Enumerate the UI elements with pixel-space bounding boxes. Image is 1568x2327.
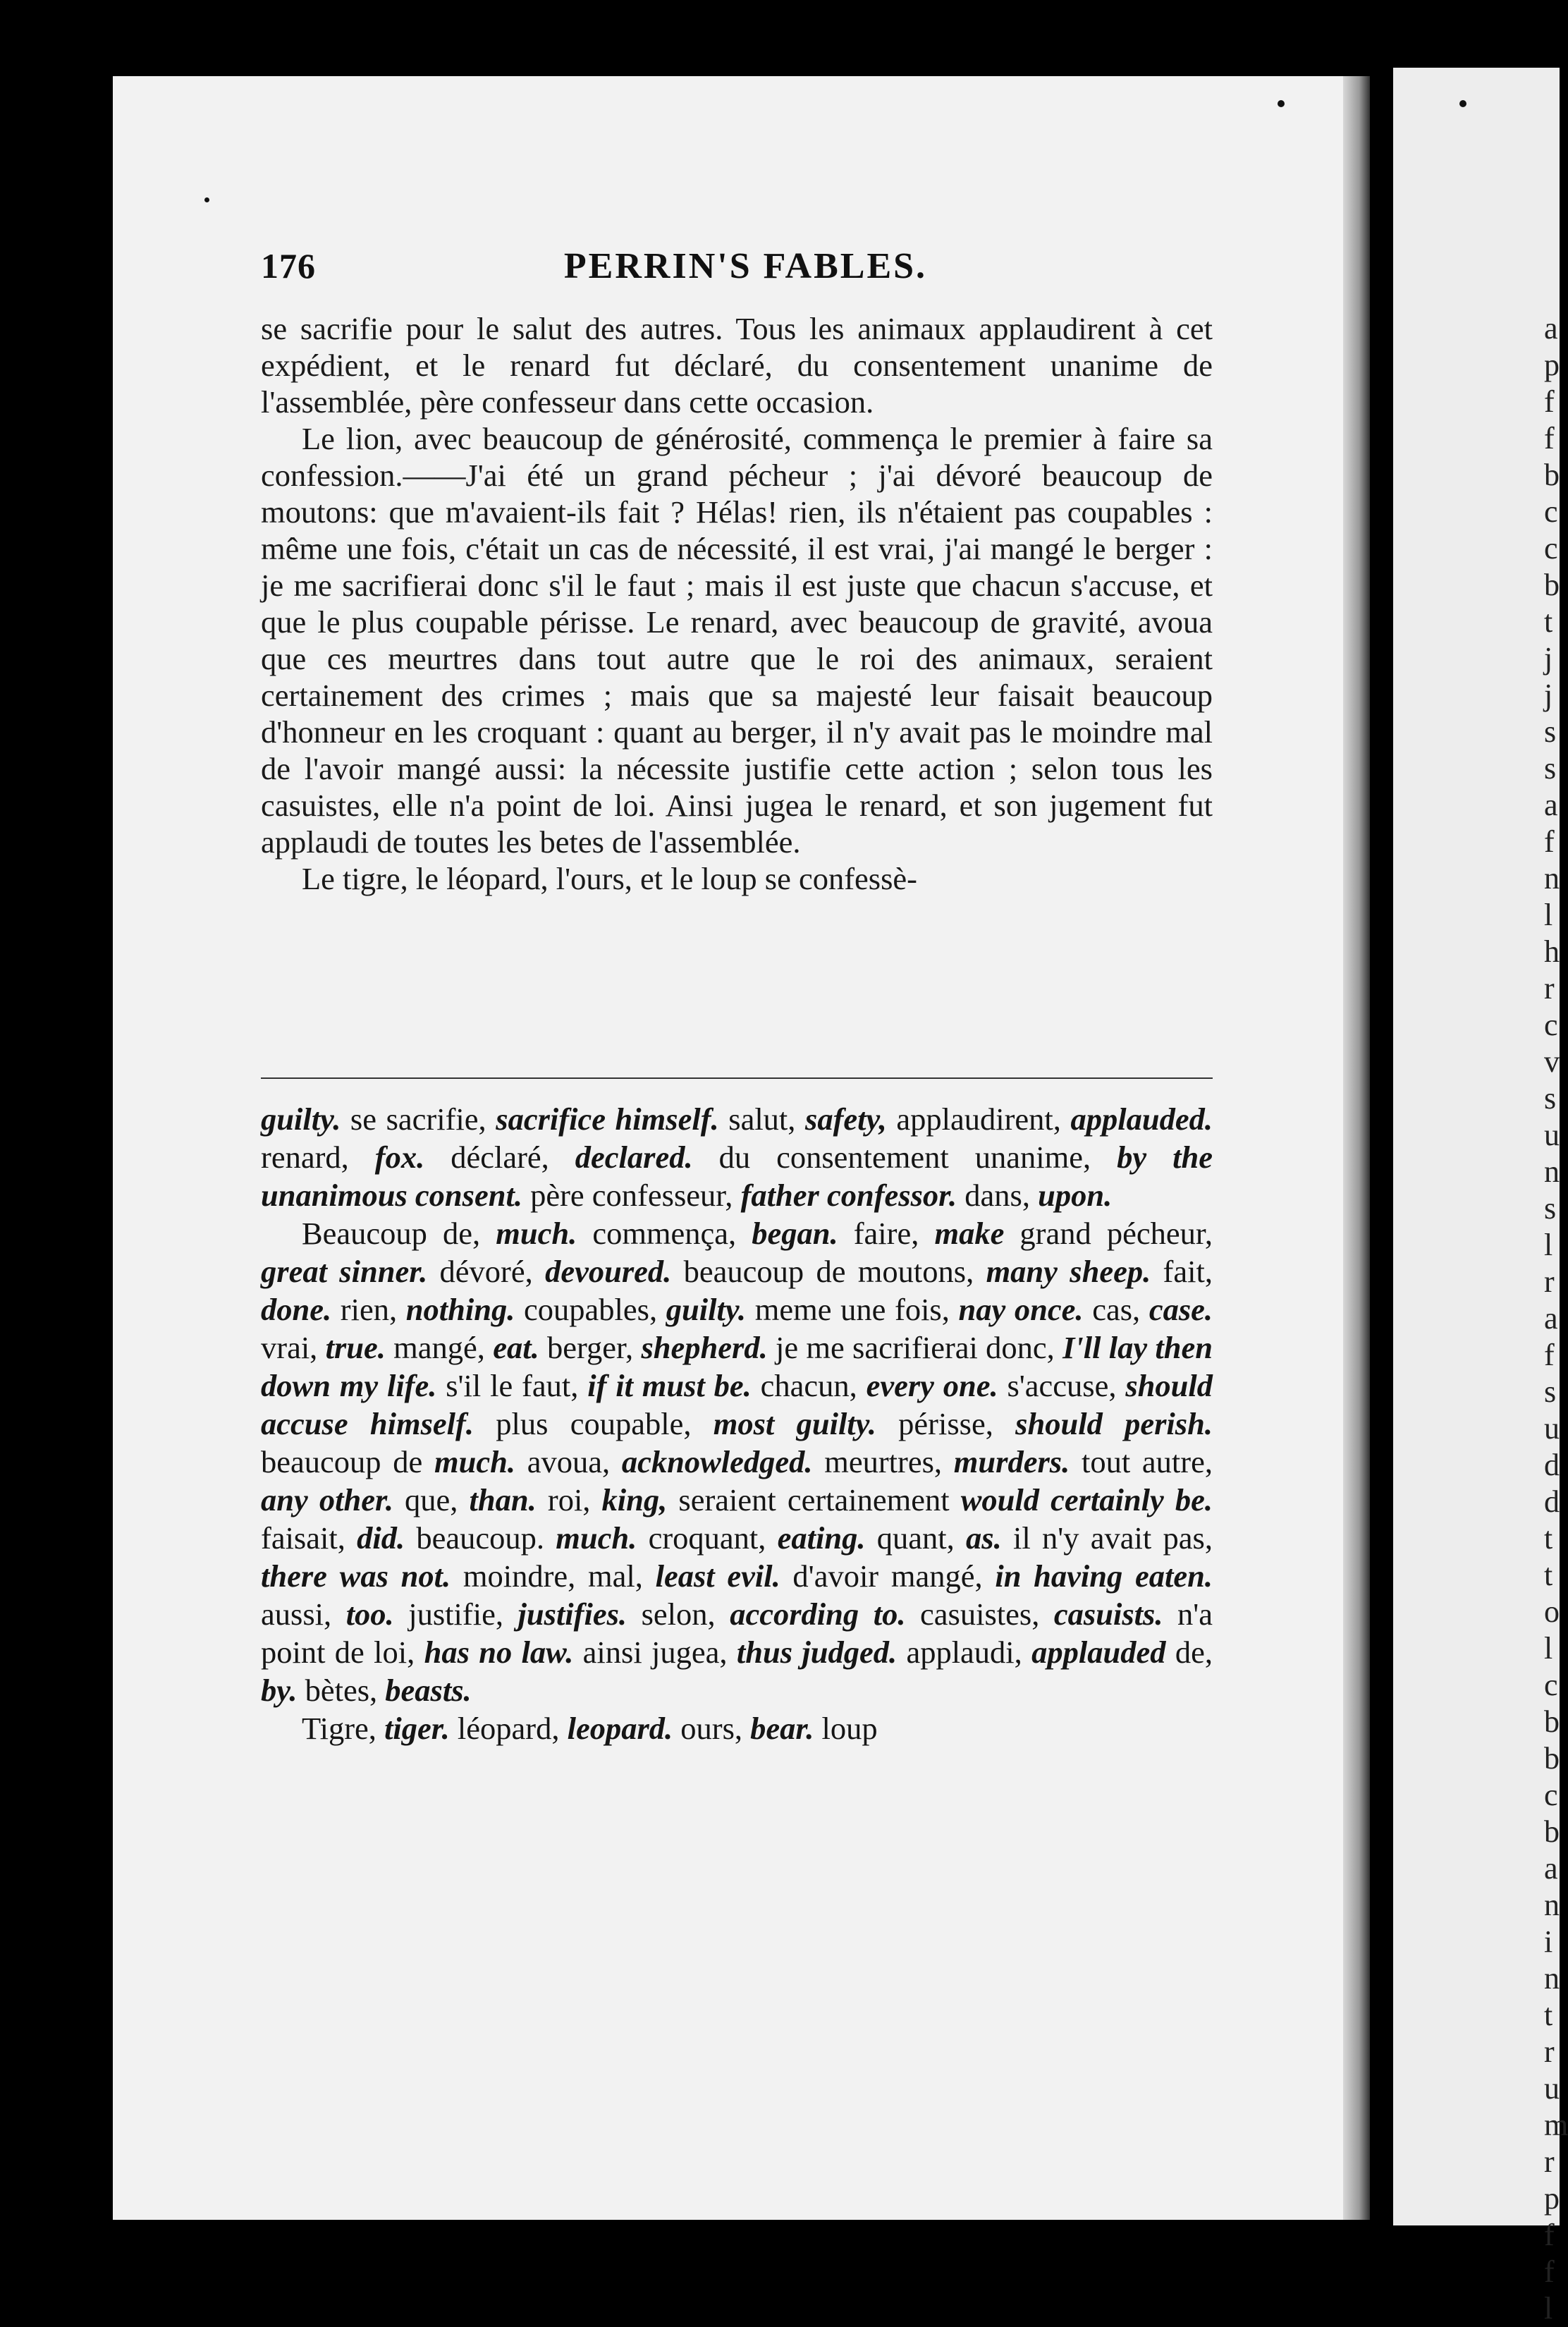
french-term: beaucoup. bbox=[405, 1520, 556, 1556]
english-gloss: acknowledged. bbox=[621, 1444, 813, 1479]
vocabulary-notes bbox=[261, 1100, 1213, 1747]
french-term: Beaucoup de, bbox=[302, 1216, 496, 1251]
english-gloss: than. bbox=[469, 1482, 537, 1517]
edge-letter: n bbox=[1544, 1961, 1560, 1996]
french-term: justifie, bbox=[393, 1596, 518, 1632]
edge-letter: p bbox=[1544, 2181, 1560, 2216]
french-term: de, bbox=[1165, 1635, 1213, 1670]
english-gloss: did. bbox=[357, 1520, 405, 1556]
edge-letter: n bbox=[1544, 861, 1560, 896]
english-gloss: there was not. bbox=[261, 1558, 451, 1594]
french-term: selon, bbox=[627, 1596, 730, 1632]
edge-letter: u bbox=[1544, 1411, 1560, 1446]
french-term: léopard, bbox=[449, 1711, 568, 1746]
edge-letter: l bbox=[1544, 898, 1553, 932]
english-gloss: murders. bbox=[953, 1444, 1070, 1479]
french-term: commença, bbox=[577, 1216, 752, 1251]
french-term: renard, bbox=[261, 1140, 375, 1175]
edge-letter: j bbox=[1544, 641, 1553, 676]
english-gloss: justifies. bbox=[517, 1596, 627, 1632]
edge-letter: u bbox=[1544, 2071, 1560, 2106]
english-gloss: shepherd. bbox=[641, 1330, 768, 1365]
french-term: cas, bbox=[1083, 1292, 1149, 1327]
edge-letter: m bbox=[1544, 2108, 1568, 2142]
paragraph: Le lion, avec beaucoup de générosité, commença le premier à faire sa confession.——J'ai été un grand pécheur ; j'ai dévoré beaucoup de moutons: que m'avaient-ils fait ? Hélas! rien, ils n'étaient pas coupables : même une fois, c'était un cas de nécessité, il est vrai, j'ai mangé le berger : je me sacrifierai donc s'il le faut ; mais il est juste que chacun s'accuse, et que le plus coupable périsse. Le renard, avec beaucoup de gravité, avoua que ces meurtres dans tout autre que le roi des animaux, seraient certainement des crimes ; mais que sa majesté leur faisait beaucoup d'honneur en les croquant : quant au berger, il n'y avait pas le moindre mal de l'avoir mangé aussi: la nécessite justifie cette action ; selon tous les casuistes, elle n'a point de loi. Ainsi jugea le renard, et son jugement fut applaudi de toutes les betes de l'assemblée. bbox=[261, 421, 1213, 860]
running-head bbox=[261, 245, 1230, 296]
edge-letter: c bbox=[1544, 1008, 1558, 1042]
edge-letter: s bbox=[1544, 1081, 1557, 1116]
speck-mark bbox=[1459, 100, 1466, 107]
french-term: meme une fois, bbox=[746, 1292, 959, 1327]
english-gloss: king, bbox=[601, 1482, 668, 1517]
edge-letter: a bbox=[1544, 1851, 1558, 1886]
english-gloss: every one. bbox=[866, 1368, 998, 1403]
edge-letter: u bbox=[1544, 1118, 1560, 1152]
french-term: Tigre, bbox=[302, 1711, 385, 1746]
french-term: n'a point de loi, bbox=[261, 1596, 1213, 1670]
english-gloss: thus judged. bbox=[736, 1635, 898, 1670]
french-term: se sacrifie, bbox=[341, 1101, 496, 1137]
french-term: seraient certainement bbox=[667, 1482, 961, 1517]
english-gloss: in having eaten. bbox=[995, 1558, 1213, 1594]
edge-letter: f bbox=[1544, 1338, 1555, 1372]
edge-letter: s bbox=[1544, 1191, 1557, 1226]
edge-letter: c bbox=[1544, 494, 1558, 529]
english-gloss: I'll lay then down my life. bbox=[261, 1330, 1213, 1403]
edge-letter: v bbox=[1544, 1044, 1560, 1079]
english-gloss: case. bbox=[1149, 1292, 1213, 1327]
english-gloss: beasts. bbox=[385, 1673, 472, 1708]
french-term: applaudi, bbox=[897, 1635, 1032, 1670]
edge-letter: d bbox=[1544, 1448, 1560, 1482]
english-gloss: much. bbox=[496, 1216, 577, 1251]
english-gloss: casuists. bbox=[1053, 1596, 1163, 1632]
edge-letter: s bbox=[1544, 1374, 1557, 1409]
english-gloss: least evil. bbox=[655, 1558, 780, 1594]
edge-letter: b bbox=[1544, 1704, 1560, 1739]
english-gloss: bear. bbox=[750, 1711, 814, 1746]
french-term: loup bbox=[814, 1711, 878, 1746]
note-paragraph bbox=[261, 1100, 1213, 1214]
edge-letter: c bbox=[1544, 1668, 1558, 1702]
french-term: coupables, bbox=[515, 1292, 666, 1327]
french-term: salut, bbox=[718, 1101, 806, 1137]
french-term: vrai, bbox=[261, 1330, 326, 1365]
edge-letter: b bbox=[1544, 568, 1560, 602]
edge-letter: a bbox=[1544, 311, 1558, 346]
edge-letter: f bbox=[1544, 384, 1555, 419]
french-term: père confesseur, bbox=[522, 1178, 741, 1213]
page-title: PERRIN'S FABLES. bbox=[563, 246, 928, 286]
english-gloss: true. bbox=[325, 1330, 386, 1365]
french-term: berger, bbox=[539, 1330, 642, 1365]
edge-letter: t bbox=[1544, 604, 1553, 639]
english-gloss: applauded bbox=[1031, 1635, 1166, 1670]
english-gloss: done. bbox=[261, 1292, 332, 1327]
speck-mark bbox=[1278, 100, 1285, 107]
english-gloss: make bbox=[934, 1216, 1005, 1251]
english-gloss: much. bbox=[556, 1520, 637, 1556]
english-gloss: would certainly be. bbox=[960, 1482, 1213, 1517]
page-gutter-shadow bbox=[1343, 76, 1370, 2220]
edge-letter: f bbox=[1544, 2254, 1555, 2289]
english-gloss: nay once. bbox=[958, 1292, 1084, 1327]
english-gloss: by. bbox=[261, 1673, 298, 1708]
french-term: beaucoup de bbox=[261, 1444, 434, 1479]
edge-letter: b bbox=[1544, 1741, 1560, 1776]
edge-letter: r bbox=[1544, 2034, 1555, 2069]
french-term: ours, bbox=[673, 1711, 751, 1746]
paragraph: Le tigre, le léopard, l'ours, et le loup se confessè- bbox=[302, 861, 917, 896]
english-gloss: should perish. bbox=[1015, 1406, 1213, 1441]
french-term: avoua, bbox=[515, 1444, 622, 1479]
english-gloss: declared. bbox=[575, 1140, 693, 1175]
edge-letter: r bbox=[1544, 971, 1555, 1006]
french-term: du consentement unanime, bbox=[692, 1140, 1117, 1175]
page-number: 176 bbox=[261, 246, 316, 286]
english-gloss: great sinner. bbox=[261, 1254, 428, 1289]
french-term: ainsi jugea, bbox=[573, 1635, 737, 1670]
edge-letter: n bbox=[1544, 1154, 1560, 1189]
edge-letter: r bbox=[1544, 1264, 1555, 1299]
french-term: beaucoup de moutons, bbox=[671, 1254, 986, 1289]
english-gloss: if it must be. bbox=[587, 1368, 752, 1403]
french-term: dans, bbox=[957, 1178, 1039, 1213]
english-gloss: much. bbox=[434, 1444, 515, 1479]
english-gloss: eating. bbox=[777, 1520, 866, 1556]
edge-letter: b bbox=[1544, 1814, 1560, 1849]
english-gloss: has no law. bbox=[424, 1635, 574, 1670]
english-gloss: upon. bbox=[1038, 1178, 1113, 1213]
english-gloss: guilty. bbox=[261, 1101, 341, 1137]
edge-letter: t bbox=[1544, 1558, 1553, 1592]
french-term: roi, bbox=[536, 1482, 602, 1517]
edge-letter: c bbox=[1544, 1778, 1558, 1812]
edge-letter: r bbox=[1544, 2144, 1555, 2179]
french-term: d'avoir mangé, bbox=[780, 1558, 996, 1594]
french-term: périsse, bbox=[876, 1406, 1016, 1441]
english-gloss: according to. bbox=[730, 1596, 906, 1632]
english-gloss: devoured. bbox=[545, 1254, 672, 1289]
french-term: applaudirent, bbox=[886, 1101, 1071, 1137]
edge-letter: t bbox=[1544, 1521, 1553, 1556]
edge-letter: a bbox=[1544, 788, 1558, 822]
edge-letter: n bbox=[1544, 1888, 1560, 1922]
english-gloss: too. bbox=[345, 1596, 394, 1632]
edge-letter: l bbox=[1544, 1631, 1553, 1666]
french-term: s'accuse, bbox=[998, 1368, 1126, 1403]
english-gloss: most guilty. bbox=[713, 1406, 876, 1441]
english-gloss: guilty. bbox=[666, 1292, 747, 1327]
facing-page-letters bbox=[1544, 310, 1568, 2327]
french-term: aussi, bbox=[261, 1596, 346, 1632]
english-gloss: nothing. bbox=[405, 1292, 515, 1327]
french-term: dévoré, bbox=[427, 1254, 546, 1289]
french-term: faisait, bbox=[261, 1520, 357, 1556]
edge-letter: f bbox=[1544, 2218, 1555, 2252]
french-term: faire, bbox=[838, 1216, 935, 1251]
english-gloss: many sheep. bbox=[986, 1254, 1151, 1289]
english-gloss: by the unanimous consent. bbox=[261, 1140, 1213, 1213]
english-gloss: any other. bbox=[261, 1482, 393, 1517]
english-gloss: safety, bbox=[805, 1101, 887, 1137]
edge-letter: s bbox=[1544, 714, 1557, 749]
french-term: que, bbox=[393, 1482, 470, 1517]
english-gloss: tiger. bbox=[384, 1711, 450, 1746]
note-paragraph bbox=[261, 1709, 1213, 1747]
french-term: s'il le faut, bbox=[436, 1368, 588, 1403]
edge-letter: i bbox=[1544, 1924, 1553, 1959]
french-term: plus coupable, bbox=[473, 1406, 713, 1441]
note-paragraph bbox=[261, 1214, 1213, 1709]
edge-letter: b bbox=[1544, 458, 1560, 492]
french-term: il n'y avait pas, bbox=[1001, 1520, 1213, 1556]
french-term: moindre, mal, bbox=[451, 1558, 656, 1594]
edge-letter: d bbox=[1544, 1484, 1560, 1519]
edge-letter: l bbox=[1544, 1228, 1553, 1262]
english-gloss: should accuse himself. bbox=[261, 1368, 1213, 1441]
facing-page-edge bbox=[1393, 68, 1560, 2225]
french-term: fait, bbox=[1151, 1254, 1213, 1289]
notes-divider bbox=[261, 1077, 1213, 1079]
french-term: bètes, bbox=[297, 1673, 386, 1708]
edge-letter: f bbox=[1544, 421, 1555, 456]
french-term: chacun, bbox=[751, 1368, 866, 1403]
french-term: grand pécheur, bbox=[1004, 1216, 1213, 1251]
edge-letter: j bbox=[1544, 678, 1553, 712]
edge-letter: p bbox=[1544, 348, 1560, 382]
paragraph: se sacrifie pour le salut des autres. Tous les animaux applaudirent à cet expédient, et le renard fut déclaré, du consentement unanime de l'assemblée, père confesseur dans cette occasion. bbox=[261, 311, 1213, 420]
english-gloss: applauded. bbox=[1070, 1101, 1213, 1137]
edge-letter: t bbox=[1544, 1998, 1553, 2032]
english-gloss: as. bbox=[966, 1520, 1002, 1556]
english-gloss: fox. bbox=[374, 1140, 425, 1175]
french-term: déclaré, bbox=[424, 1140, 575, 1175]
edge-letter: h bbox=[1544, 934, 1560, 969]
fable-text bbox=[261, 310, 1213, 897]
english-gloss: eat. bbox=[493, 1330, 539, 1365]
edge-letter: o bbox=[1544, 1594, 1560, 1629]
french-term: rien, bbox=[331, 1292, 406, 1327]
french-term: casuistes, bbox=[905, 1596, 1054, 1632]
french-term: quant, bbox=[865, 1520, 967, 1556]
english-gloss: leopard. bbox=[567, 1711, 673, 1746]
french-term: tout autre, bbox=[1070, 1444, 1213, 1479]
french-term: croquant, bbox=[637, 1520, 778, 1556]
english-gloss: began. bbox=[752, 1216, 838, 1251]
french-term: je me sacrifierai donc, bbox=[767, 1330, 1063, 1365]
edge-letter: f bbox=[1544, 824, 1555, 859]
edge-letter: c bbox=[1544, 531, 1558, 566]
french-term: meurtres, bbox=[812, 1444, 954, 1479]
english-gloss: father confessor. bbox=[740, 1178, 957, 1213]
french-term: mangé, bbox=[385, 1330, 494, 1365]
speck-mark bbox=[204, 197, 209, 202]
edge-letter: a bbox=[1544, 1301, 1558, 1336]
edge-letter: l bbox=[1544, 2291, 1553, 2326]
english-gloss: sacrifice himself. bbox=[496, 1101, 719, 1137]
edge-letter: s bbox=[1544, 751, 1557, 786]
